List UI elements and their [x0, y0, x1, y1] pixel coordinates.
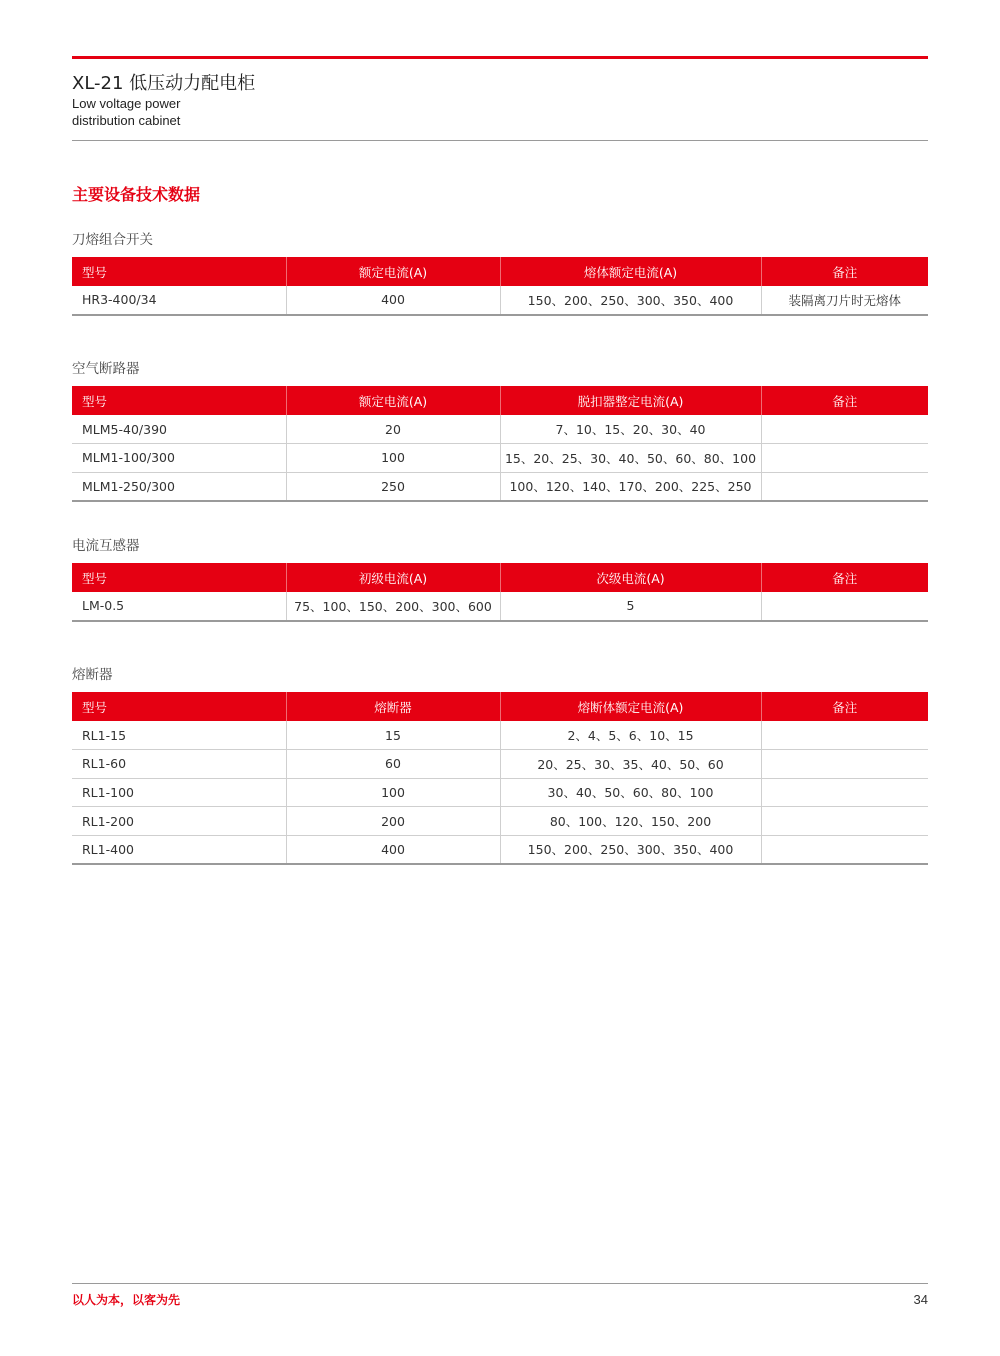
table-row [72, 807, 928, 836]
cell-fuse-current: 150、200、250、300、350、400 [500, 286, 761, 315]
column-header: 备注 [761, 563, 928, 592]
table-row [72, 721, 928, 750]
column-header: 脱扣器整定电流(A) [500, 386, 761, 415]
table-header-row [72, 257, 928, 286]
table-title-fuse: 熔断器 [72, 667, 113, 683]
column-header: 型号 [72, 386, 286, 415]
cell-model: MLM1-100/300 [72, 444, 286, 473]
table-row [72, 286, 928, 315]
column-header: 初级电流(A) [286, 563, 500, 592]
table-title-current-transformer: 电流互感器 [72, 538, 140, 554]
cell-remark [761, 415, 928, 444]
table-row [72, 835, 928, 864]
cell-trip-current: 100、120、140、170、200、225、250 [500, 472, 761, 501]
column-header: 备注 [761, 257, 928, 286]
cell-rated-current: 100 [286, 444, 500, 473]
table-row [72, 750, 928, 779]
table-title-air-circuit-breaker: 空气断路器 [72, 361, 140, 377]
cell-fuse-rating: 400 [286, 835, 500, 864]
column-header: 型号 [72, 563, 286, 592]
cell-remark [761, 807, 928, 836]
cell-fuse-link-current: 2、4、5、6、10、15 [500, 721, 761, 750]
spec-table-fuse [72, 692, 928, 865]
cell-model: RL1-200 [72, 807, 286, 836]
cell-model: MLM5-40/390 [72, 415, 286, 444]
column-header: 备注 [761, 692, 928, 721]
cell-model: MLM1-250/300 [72, 472, 286, 501]
cell-fuse-link-current: 80、100、120、150、200 [500, 807, 761, 836]
table-header-row [72, 563, 928, 592]
cell-trip-current: 7、10、15、20、30、40 [500, 415, 761, 444]
cell-secondary-current: 5 [500, 592, 761, 621]
cell-rated-current: 250 [286, 472, 500, 501]
table-row [72, 592, 928, 621]
cell-remark [761, 835, 928, 864]
spec-table-knife-fuse-switch [72, 257, 928, 316]
column-header: 熔断器 [286, 692, 500, 721]
cell-rated-current: 20 [286, 415, 500, 444]
footer-divider [72, 1283, 928, 1284]
table-header-row [72, 692, 928, 721]
cell-fuse-rating: 200 [286, 807, 500, 836]
table-header-row [72, 386, 928, 415]
column-header: 熔体额定电流(A) [500, 257, 761, 286]
page-title: XL-21 低压动力配电柜 [72, 73, 256, 94]
table-row [72, 444, 928, 473]
cell-remark [761, 778, 928, 807]
column-header: 备注 [761, 386, 928, 415]
column-header: 次级电流(A) [500, 563, 761, 592]
header-divider [72, 140, 928, 141]
cell-fuse-rating: 60 [286, 750, 500, 779]
cell-remark [761, 444, 928, 473]
cell-model: RL1-400 [72, 835, 286, 864]
column-header: 型号 [72, 692, 286, 721]
cell-remark [761, 750, 928, 779]
table-title-knife-fuse-switch: 刀熔组合开关 [72, 232, 153, 248]
column-header: 额定电流(A) [286, 386, 500, 415]
spec-table-current-transformer [72, 563, 928, 622]
footer-slogan: 以人为本，以客为先 [72, 1293, 181, 1307]
column-header: 额定电流(A) [286, 257, 500, 286]
cell-rated-current: 400 [286, 286, 500, 315]
cell-model: RL1-100 [72, 778, 286, 807]
column-header: 熔断体额定电流(A) [500, 692, 761, 721]
header-accent-rule [72, 56, 928, 59]
cell-fuse-rating: 100 [286, 778, 500, 807]
cell-remark: 装隔离刀片时无熔体 [761, 286, 928, 315]
table-row [72, 415, 928, 444]
cell-remark [761, 472, 928, 501]
cell-remark [761, 592, 928, 621]
cell-model: LM-0.5 [72, 592, 286, 621]
cell-fuse-link-current: 20、25、30、35、40、50、60 [500, 750, 761, 779]
cell-primary-current: 75、100、150、200、300、600 [286, 592, 500, 621]
section-heading: 主要设备技术数据 [72, 185, 201, 204]
spec-table-air-circuit-breaker [72, 386, 928, 502]
cell-fuse-link-current: 30、40、50、60、80、100 [500, 778, 761, 807]
column-header: 型号 [72, 257, 286, 286]
table-row [72, 778, 928, 807]
cell-model: RL1-15 [72, 721, 286, 750]
page-number: 34 [913, 1292, 928, 1307]
page-subtitle-line1: Low voltage power [72, 96, 181, 111]
cell-remark [761, 721, 928, 750]
cell-model: HR3-400/34 [72, 286, 286, 315]
cell-fuse-rating: 15 [286, 721, 500, 750]
cell-model: RL1-60 [72, 750, 286, 779]
table-row [72, 472, 928, 501]
cell-trip-current: 15、20、25、30、40、50、60、80、100 [500, 444, 761, 473]
cell-fuse-link-current: 150、200、250、300、350、400 [500, 835, 761, 864]
page-subtitle-line2: distribution cabinet [72, 113, 181, 128]
